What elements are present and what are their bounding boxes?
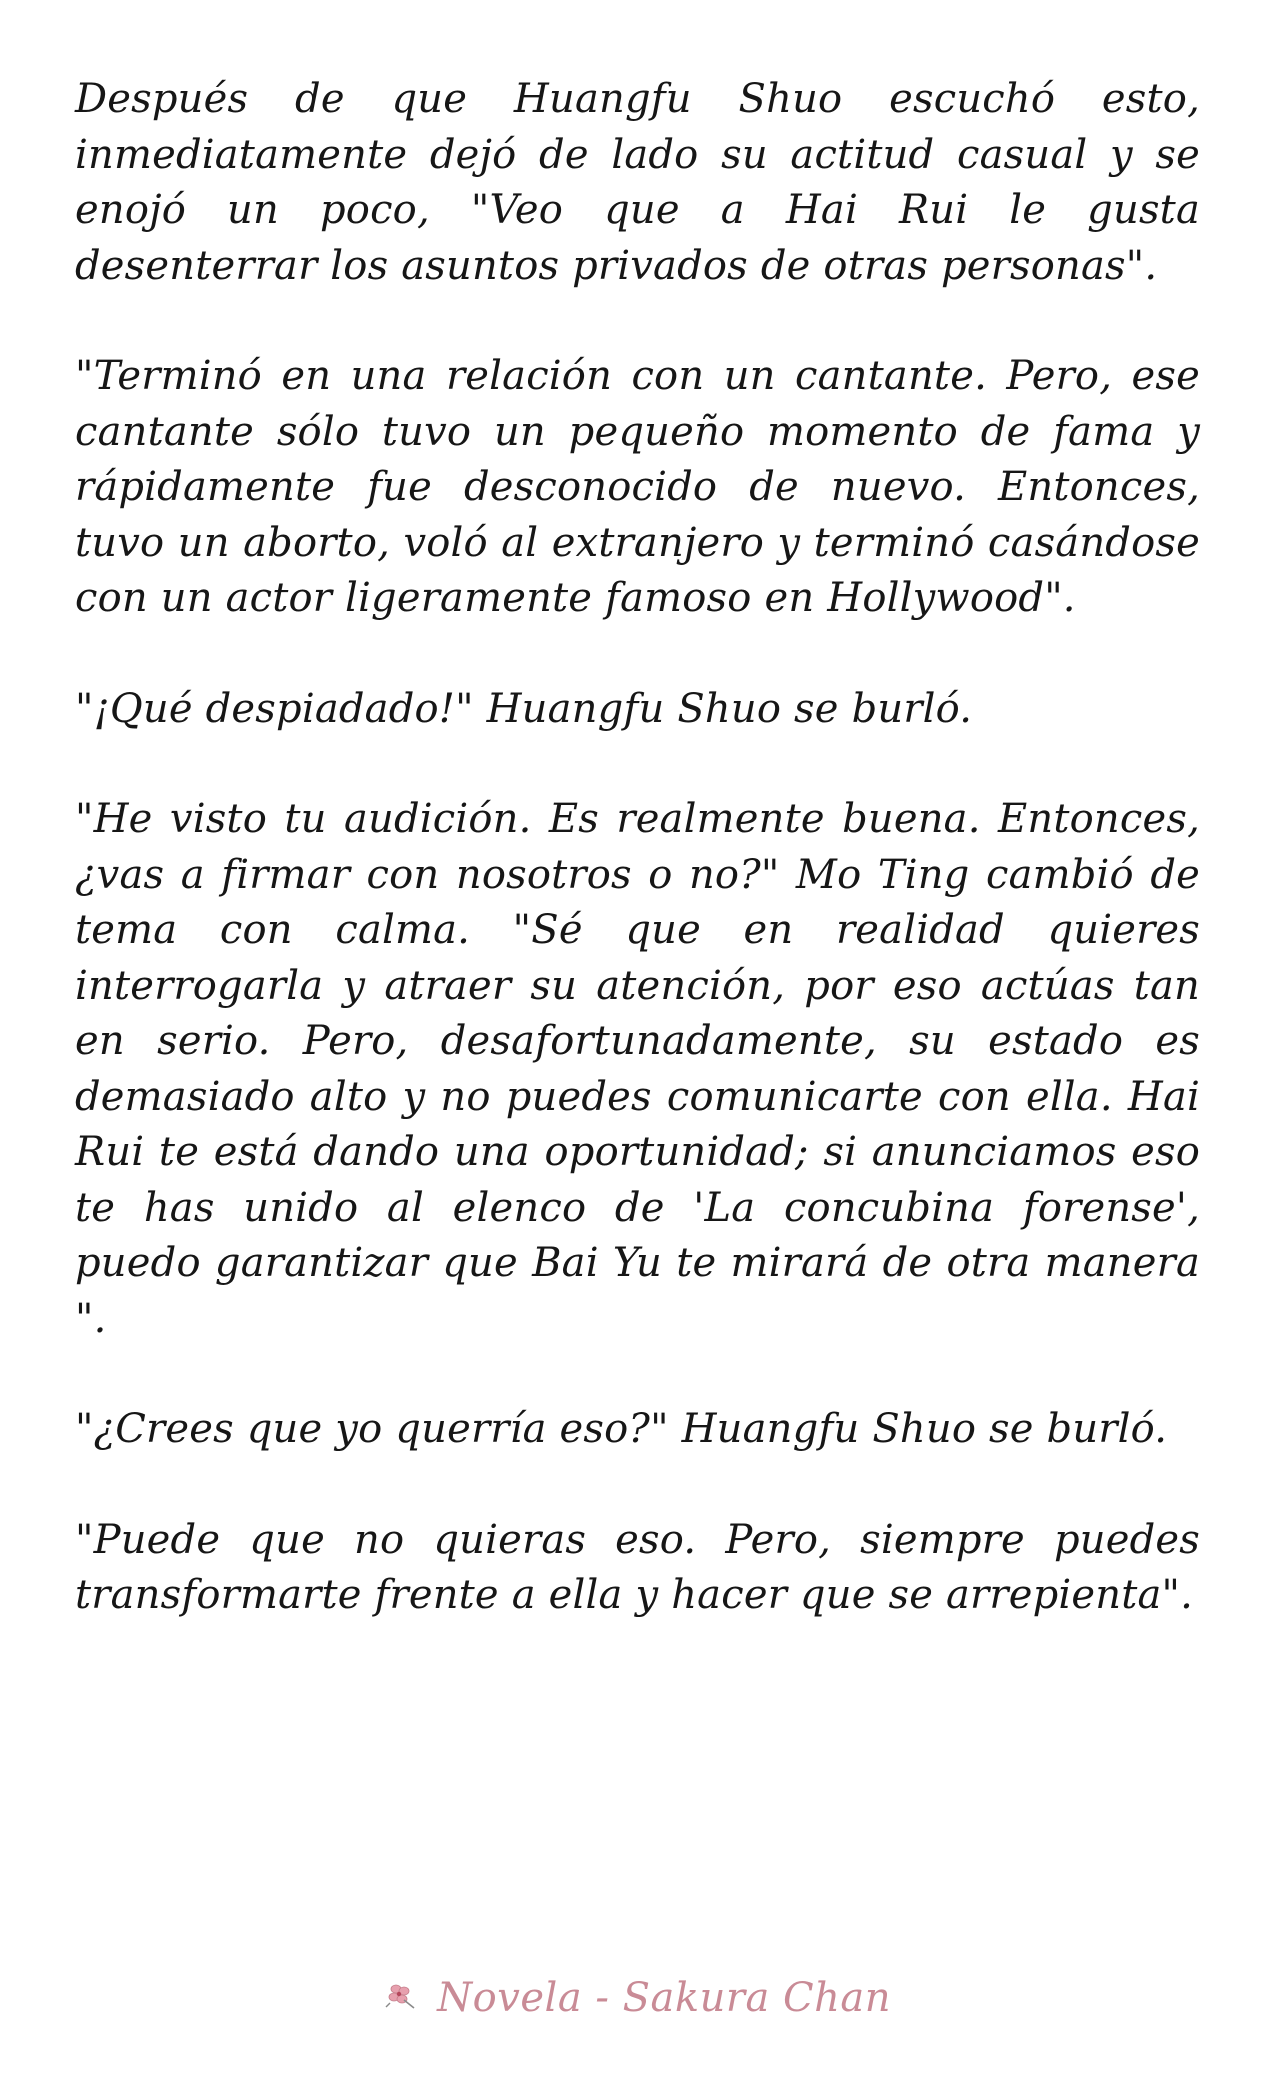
paragraph: "¡Qué despiadado!" Huangfu Shuo se burló. [75,685,973,732]
paragraph: "¿Crees que yo querría eso?" Huangfu Shuo se burló. [75,1406,1168,1452]
paragraph: "Terminó en una relación con un cantante. Pero, ese cantante sólo tuvo un pequeño momento de fama y rápidamente fue desconocido de nuevo. Entonces, tuvo un aborto, voló al extranjero y terminó casándose con un actor ligeramente famoso en Hollywood". [75,353,1200,621]
watermark-text: Novela - Sakura Chan [437,1975,892,2021]
sakura-flower-icon [384,1974,418,2020]
watermark [0,1975,1275,2024]
paragraph: "He visto tu audición. Es realmente buena. Entonces, ¿vas a firmar con nosotros o no?" Mo Ting cambió de tema con calma. "Sé que en realidad quieres interrogarla y atraer su atención, por eso actúas tan en serio. Pero, desafortunadamente, su estado es demasiado alto y no puedes comunicarte con ella. Hai Rui te está dando una oportunidad; si anunciamos eso te has unido al elenco de 'La concubina forense', puedo garantizar que Bai Yu te mirará de otra manera ". [75,796,1200,1342]
paragraph: Después de que Huangfu Shuo escuchó esto, inmediatamente dejó de lado su actitud casual y se enojó un poco, "Veo que a Hai Rui le gusta desenterrar los asuntos privados de otras personas". [75,76,1200,289]
document-body [75,72,1200,1679]
paragraph: "Puede que no quieras eso. Pero, siempre puedes transformarte frente a ella y hacer que se arrepienta". [75,1516,1200,1618]
